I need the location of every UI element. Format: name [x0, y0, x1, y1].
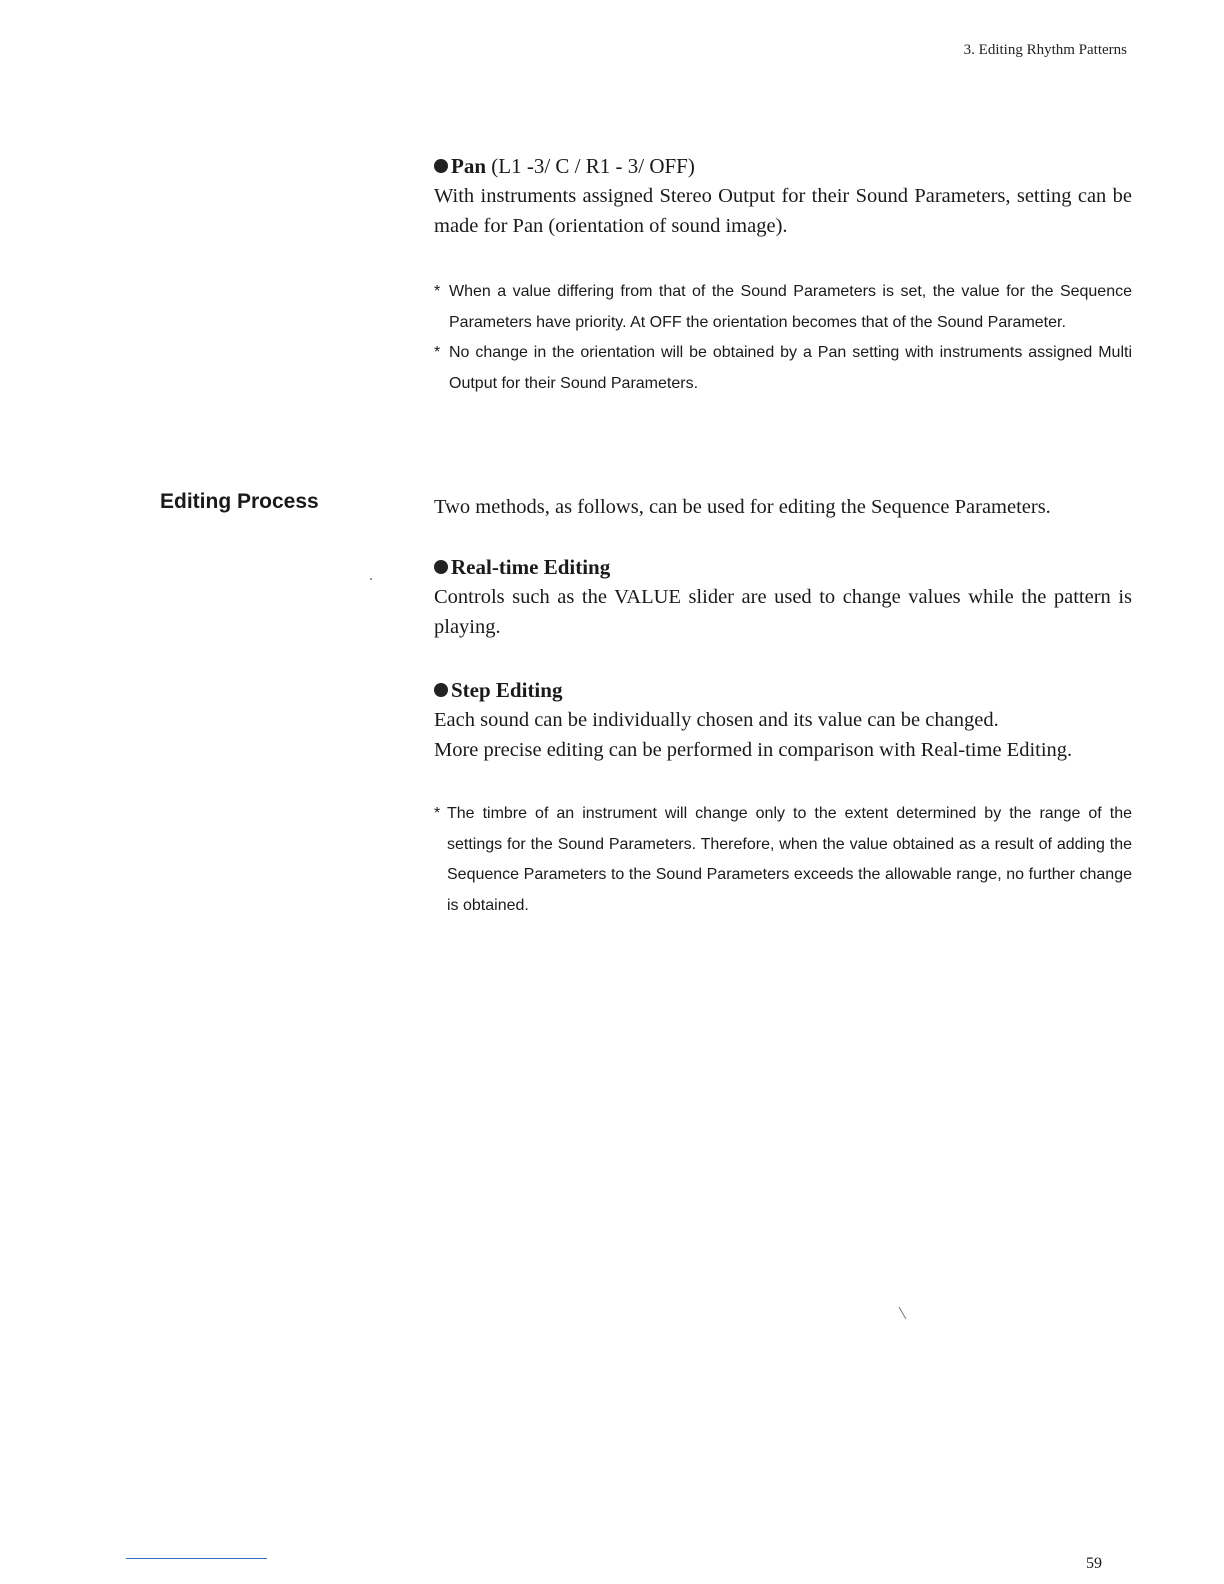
timbre-note-text: The timbre of an instrument will change only to the extent determined by the range of the settings for the Sound Parameters. Therefore, when the value obtained as a result of adding the Sequence Parameters to the Sound Parameters exceeds the allowable range, no further change is obtained. [447, 805, 1132, 914]
pan-notes [434, 277, 1132, 399]
pan-heading-title: Pan [451, 154, 487, 178]
editing-intro [434, 492, 1132, 522]
page-number: 59 [1086, 1555, 1102, 1572]
scan-speck [899, 1307, 907, 1320]
pan-note-1 [434, 277, 1132, 338]
step-body-line-1: Each sound can be individually chosen and its value can be changed. [434, 709, 999, 731]
note-marker: * [434, 805, 441, 822]
realtime-body: Controls such as the VALUE slider are used to change values while the pattern is playing. [434, 586, 1132, 638]
editing-intro-text: Two methods, as follows, can be used for editing the Sequence Parameters. [434, 496, 1051, 518]
pan-note-2 [434, 338, 1132, 399]
timbre-note [434, 799, 1132, 921]
note-marker: * [434, 283, 441, 300]
realtime-section [434, 552, 1132, 642]
scan-speck [370, 578, 372, 580]
running-header: 3. Editing Rhythm Patterns [963, 42, 1127, 58]
pan-note-2-text: No change in the orientation will be obtained by a Pan setting with instruments assigned Multi Output for their Sound Parameters. [449, 344, 1132, 392]
pan-heading [434, 151, 1132, 181]
step-body-line-2: More precise editing can be performed in comparison with Real-time Editing. [434, 739, 1073, 761]
realtime-heading [434, 552, 1132, 582]
step-heading [434, 675, 1132, 705]
bullet-icon [434, 683, 448, 697]
timbre-note-section [434, 799, 1132, 921]
pan-heading-range: (L1 -3/ C / R1 - 3/ OFF) [491, 154, 695, 178]
footer-rule [126, 1558, 267, 1559]
pan-body: With instruments assigned Stereo Output for their Sound Parameters, setting can be made for Pan (orientation of sound image). [434, 185, 1132, 237]
note-marker: * [434, 344, 441, 361]
bullet-icon [434, 159, 448, 173]
bullet-icon [434, 560, 448, 574]
realtime-heading-title: Real-time Editing [451, 555, 611, 579]
step-section [434, 675, 1132, 765]
pan-section [434, 151, 1132, 241]
step-heading-title: Step Editing [451, 678, 563, 702]
section-label-editing-process: Editing Process [160, 490, 319, 513]
pan-note-1-text: When a value differing from that of the Sound Parameters is set, the value for the Sequence Parameters have priority. At OFF the orientation becomes that of the Sound Parameter. [449, 283, 1132, 331]
